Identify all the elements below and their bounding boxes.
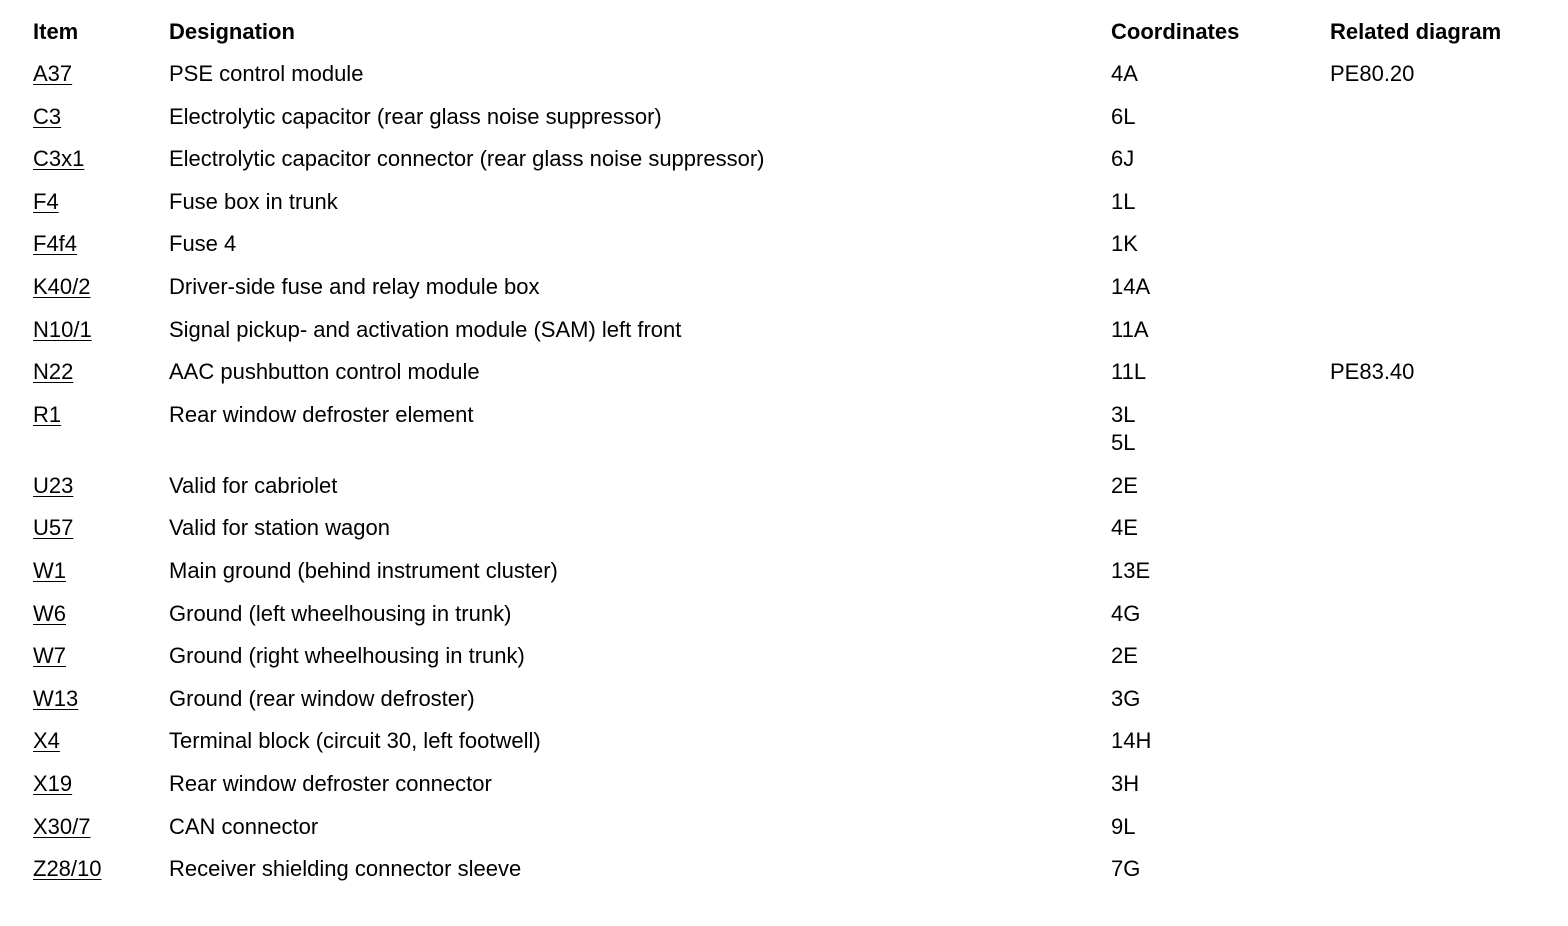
item-cell — [33, 60, 169, 88]
item-link[interactable]: Z28/10 — [33, 856, 102, 882]
coordinates-cell — [1111, 813, 1330, 841]
coordinate-value: 3G — [1111, 685, 1141, 711]
coordinates-cell — [1111, 103, 1330, 131]
designation-cell: Fuse 4 — [169, 231, 237, 257]
coordinate-value: 4E — [1111, 515, 1138, 541]
coordinate-value: 4A — [1111, 61, 1138, 86]
coordinates-cell — [1111, 273, 1330, 301]
coordinates-cell — [1111, 727, 1330, 755]
header-designation: Designation — [169, 19, 295, 44]
table-row — [33, 401, 1543, 472]
table-row — [33, 855, 1543, 898]
coordinate-value: 6J — [1111, 146, 1135, 172]
designation-cell: Signal pickup- and activation module (SAM) left front — [169, 316, 682, 342]
designation-cell: Rear window defroster connector — [169, 770, 492, 796]
designation-cell: PSE control module — [169, 61, 364, 86]
item-link[interactable]: W1 — [33, 557, 66, 583]
item-cell — [33, 557, 169, 585]
coordinate-value: 2E — [1111, 643, 1138, 669]
designation-cell: Terminal block (circuit 30, left footwell) — [169, 728, 541, 754]
coordinates-cell — [1111, 145, 1330, 173]
coordinates-cell — [1111, 316, 1330, 344]
table-row — [33, 514, 1543, 557]
item-cell — [33, 103, 169, 131]
table-row — [33, 103, 1543, 146]
item-link[interactable]: K40/2 — [33, 273, 91, 299]
table-row — [33, 358, 1543, 401]
coordinate-value: 9L — [1111, 813, 1136, 839]
table-row — [33, 727, 1543, 770]
table-row — [33, 145, 1543, 188]
item-cell — [33, 727, 169, 755]
header-related-diagram: Related diagram — [1330, 19, 1502, 44]
related-diagram-cell: PE80.20 — [1330, 61, 1415, 86]
table-row — [33, 472, 1543, 515]
item-link[interactable]: A37 — [33, 61, 73, 86]
coordinates-cell — [1111, 600, 1330, 628]
table-row — [33, 557, 1543, 600]
item-link[interactable]: X4 — [33, 728, 60, 754]
coordinate-value: 4G — [1111, 600, 1141, 626]
coordinate-value: 3L — [1111, 401, 1136, 427]
item-link[interactable]: W6 — [33, 600, 66, 626]
item-cell — [33, 514, 169, 542]
designation-cell: CAN connector — [169, 813, 319, 839]
designation-cell: Driver-side fuse and relay module box — [169, 273, 540, 299]
item-cell — [33, 401, 169, 429]
designation-cell: Ground (left wheelhousing in trunk) — [169, 600, 512, 626]
item-cell — [33, 358, 169, 386]
item-cell — [33, 600, 169, 628]
coordinates-cell — [1111, 642, 1330, 670]
coordinate-value: 1L — [1111, 188, 1136, 214]
coordinate-value: 6L — [1111, 103, 1136, 129]
designation-cell: Main ground (behind instrument cluster) — [169, 557, 558, 583]
designation-cell: Fuse box in trunk — [169, 188, 338, 214]
header-item: Item — [33, 19, 79, 44]
coordinate-value: 11A — [1111, 316, 1149, 342]
item-cell — [33, 642, 169, 670]
related-diagram-cell: PE83.40 — [1330, 359, 1415, 385]
coordinates-cell — [1111, 770, 1330, 798]
coordinate-value: 7G — [1111, 856, 1141, 882]
item-link[interactable]: N10/1 — [33, 316, 92, 342]
item-link[interactable]: F4 — [33, 188, 59, 214]
coordinates-cell — [1111, 855, 1330, 883]
coordinates-cell — [1111, 472, 1330, 500]
item-cell — [33, 230, 169, 258]
table-row — [33, 316, 1543, 359]
table-row — [33, 813, 1543, 856]
component-legend-table — [33, 18, 1543, 898]
item-cell — [33, 813, 169, 841]
item-link[interactable]: C3 — [33, 103, 62, 129]
item-cell — [33, 685, 169, 713]
designation-cell: Receiver shielding connector sleeve — [169, 856, 522, 882]
item-link[interactable]: W13 — [33, 685, 79, 711]
item-link[interactable]: N22 — [33, 359, 74, 385]
item-link[interactable]: U23 — [33, 472, 74, 498]
item-cell — [33, 855, 169, 883]
designation-cell: Ground (rear window defroster) — [169, 685, 475, 711]
table-row — [33, 230, 1543, 273]
item-cell — [33, 273, 169, 301]
coordinates-cell — [1111, 358, 1330, 386]
coordinates-cell — [1111, 401, 1330, 457]
item-link[interactable]: C3x1 — [33, 146, 85, 172]
table-row — [33, 60, 1543, 103]
table-row — [33, 600, 1543, 643]
table-row — [33, 685, 1543, 728]
designation-cell: AAC pushbutton control module — [169, 359, 480, 385]
item-cell — [33, 188, 169, 216]
coordinate-value: 14A — [1111, 273, 1151, 299]
coordinate-value: 14H — [1111, 728, 1152, 754]
coordinates-cell — [1111, 685, 1330, 713]
header-coordinates: Coordinates — [1111, 19, 1240, 44]
coordinates-cell — [1111, 188, 1330, 216]
designation-cell: Electrolytic capacitor connector (rear glass noise suppressor) — [169, 146, 765, 172]
coordinates-cell — [1111, 60, 1330, 88]
coordinate-value: 11L — [1111, 359, 1147, 385]
table-row — [33, 188, 1543, 231]
table-header-row — [33, 18, 1543, 60]
item-cell — [33, 472, 169, 500]
item-cell — [33, 770, 169, 798]
coordinate-value: 13E — [1111, 557, 1151, 583]
item-cell — [33, 316, 169, 344]
coordinate-value: 5L — [1111, 429, 1136, 455]
item-link[interactable]: X19 — [33, 770, 73, 796]
designation-cell: Valid for cabriolet — [169, 472, 338, 498]
item-cell — [33, 145, 169, 173]
table-row — [33, 770, 1543, 813]
designation-cell: Electrolytic capacitor (rear glass noise suppressor) — [169, 103, 662, 129]
designation-cell: Rear window defroster element — [169, 401, 474, 427]
designation-cell: Ground (right wheelhousing in trunk) — [169, 643, 525, 669]
item-link[interactable]: R1 — [33, 401, 62, 427]
item-link[interactable]: X30/7 — [33, 813, 91, 839]
coordinates-cell — [1111, 514, 1330, 542]
table-row — [33, 642, 1543, 685]
coordinate-value: 3H — [1111, 770, 1140, 796]
coordinate-value: 1K — [1111, 231, 1138, 257]
item-link[interactable]: U57 — [33, 515, 74, 541]
item-link[interactable]: W7 — [33, 643, 66, 669]
coordinates-cell — [1111, 230, 1330, 258]
table-row — [33, 273, 1543, 316]
item-link[interactable]: F4f4 — [33, 231, 78, 257]
table-body — [33, 60, 1543, 898]
coordinate-value: 2E — [1111, 472, 1138, 498]
designation-cell: Valid for station wagon — [169, 515, 390, 541]
coordinates-cell — [1111, 557, 1330, 585]
